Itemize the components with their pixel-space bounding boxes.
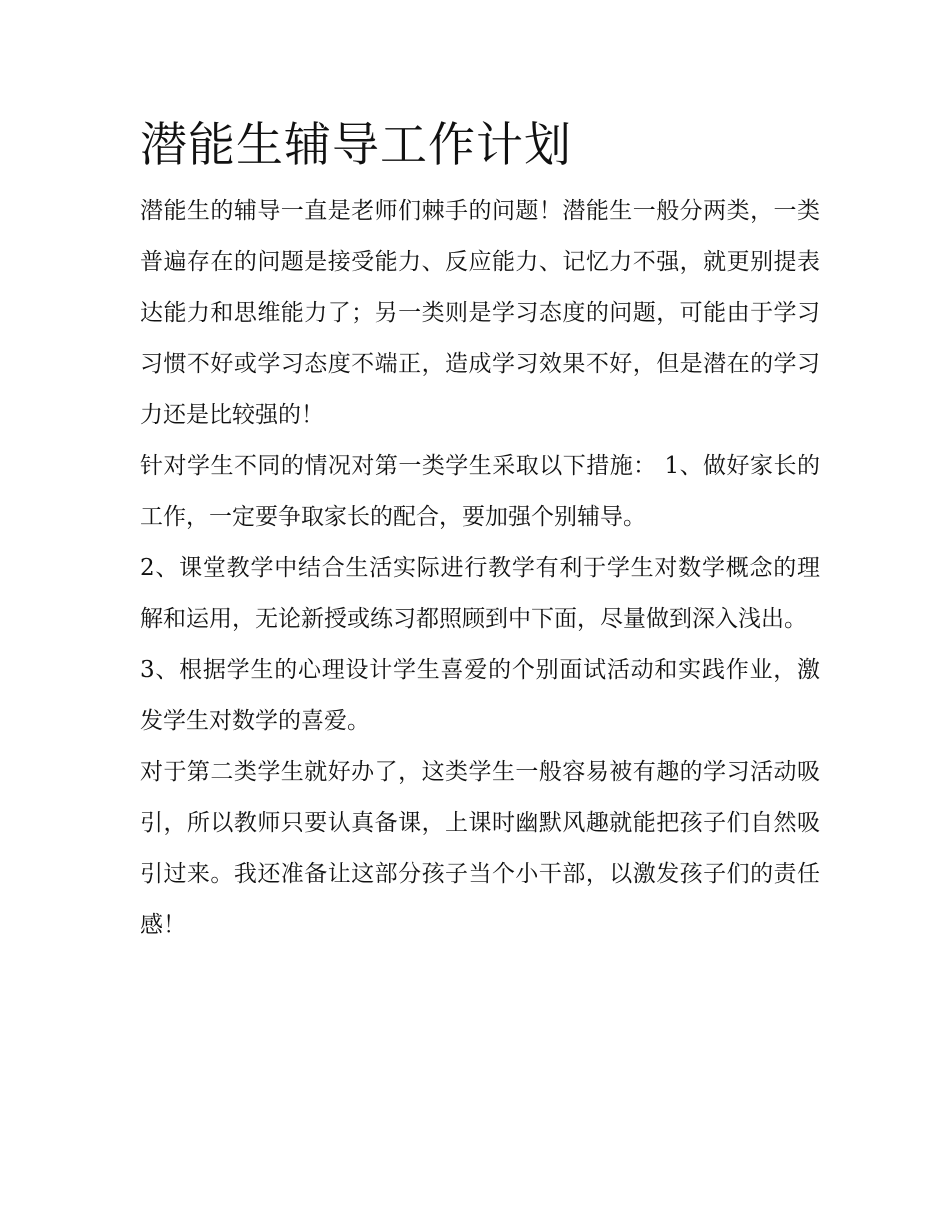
paragraph-measures-first-type: 针对学生不同的情况对第一类学生采取以下措施： 1、做好家长的工作，一定要争取家长的配合，要加强个别辅导。 <box>140 453 820 530</box>
document-body <box>140 112 820 951</box>
paragraph-measure-3: 3、根据学生的心理设计学生喜爱的个别面试活动和实践作业，激发学生对数学的喜爱。 <box>140 657 820 734</box>
document-title: 潜能生辅导工作计划 <box>140 118 572 173</box>
paragraph-second-type: 对于第二类学生就好办了，这类学生一般容易被有趣的学习活动吸引，所以教师只要认真备课，上课时幽默风趣就能把孩子们自然吸引过来。我还准备让这部分孩子当个小干部，以激发孩子们的责任感！ <box>140 759 820 938</box>
paragraph-measure-2: 2、课堂教学中结合生活实际进行教学有利于学生对数学概念的理解和运用，无论新授或练习都照顾到中下面，尽量做到深入浅出。 <box>140 555 820 632</box>
paragraph-intro: 潜能生的辅导一直是老师们棘手的问题！潜能生一般分两类，一类普遍存在的问题是接受能力、反应能力、记忆力不强，就更别提表达能力和思维能力了；另一类则是学习态度的问题，可能由于学习习惯不好或学习态度不端正，造成学习效果不好，但是潜在的学习力还是比较强的！ <box>140 198 820 428</box>
